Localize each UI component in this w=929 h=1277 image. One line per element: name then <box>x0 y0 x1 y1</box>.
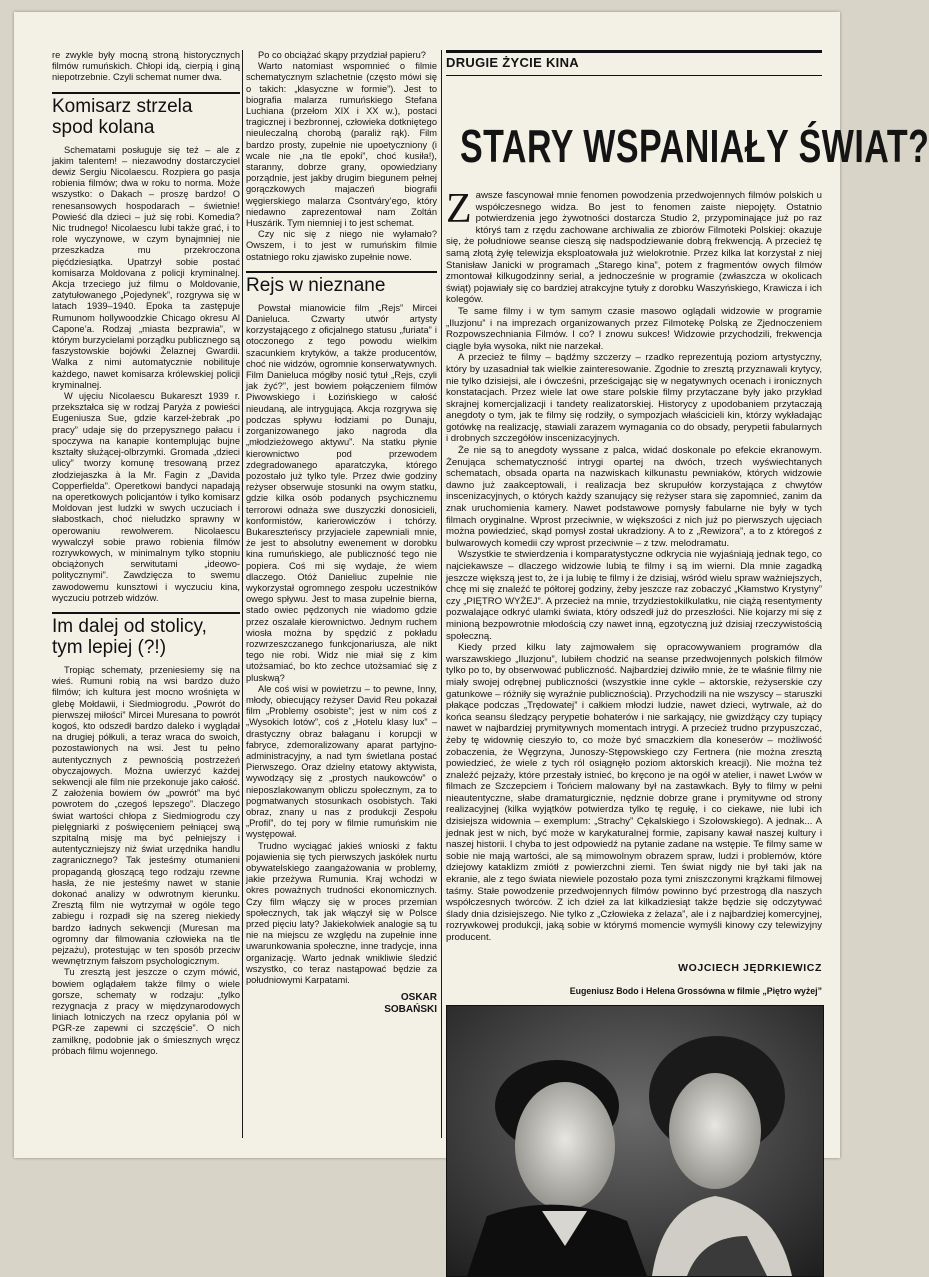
paragraph: Trudno wyciągać jakieś wnioski z faktu pojawienia się tych pierwszych jaskółek nurtu obywatelskiego zaangażowania w problemy, jakie przeżywa Rumunia. Kraj wchodzi w okres poważnych trudności ekonomicznych. Czy film włączy się w proces przemian społecznych, tak jak włączył się w Polsce przed pięciu laty? Jakiekolwiek analogie są tu nie na miejscu ze względu na zupełnie inne uwarunkowania społeczne, inne tradycje, inna organizację. Warto jednak wnikliwie śledzić wszystko, co teraz nastąpować będzie za południowymi Karpatami. <box>246 840 437 986</box>
subheading-komisarz: Komisarz strzela spod kolana <box>52 92 240 138</box>
paragraph: Kiedy przed kilku laty zajmowałem się opracowywaniem programów dla warszawskiego „Iluzjonu”, lubiłem chodzić na seanse przedwojennych polskich filmów tylko po to, by obserwować publiczność. Najbardziej dziwiło mnie, że te właśnie filmy nie miały swojej odrębnej publiczności (wszystkie inne cykle – aktorskie, reżyserskie czy gatunkowe – różniły się wyraźnie publicznością). Przychodzili na nie wszyscy – staruszki płakące podczas „Trędowatej” i całkiem młodzi ludzie, nawet dzieci, wytrwale, aż do końca seansu śledzący perypetie bohaterów i nie sarkający, nie gwizdżący czy tupiący nawet w najbardziej prymitywnych momentach intrygi. A przecież trudno przypuszczać, żeby tę widownię cieszyło to, co może być smaczkiem dla koneserów – możliwość zobaczenia, że Węgrzyna, Junoszy-Stępowskiego czy Fertnera (nie można zresztą powiedzieć, że wiele z tych ról osiągnęło poziom aktorskich kreacji). Nie można też znaleźć pejzaży, które przestały istnieć, bo kręcono je na ogół w atelier, i nawet Lwów w filmach ze Szczepciem i Tońciem malowany był na zastawkach. Były to filmy w pełni nieautentyczne, słabe dramaturgicznie, nędznie dobrze grane i prymitywne od strony realizacyjnej (kilka wyjątków potwierdza tylko tę regułę, i co ciekawe, nie lubi ich dzisiejsza widownia – exemplum: „Strachy” Cękalskiego i Szołowskiego). A jednak... A jednak jest w nich, być może w karykaturalnej formie, zapisany kawał naszej kultury i naszej historii. I chyba to jest odpowiedź na pytanie zadane na wstępie. Te filmy same w sobie nie mają wartości, ale są mimowolnym obrazem spraw, ludzi i problemów, które dziejowy kataklizm zmiótł z powierzchni ziemi. Ten świat nigdy nie był taki jak na ekranie, ale z tego świata niewiele pozostało poza tymi zniszczonymi krążkami filmowej taśmy. Stałe powodzenie przedwojennych filmów powinno być przestrogą dla naszych współczesnych twórców. Z ich dzieł za lat kilkadziesiąt także będzie się odczytywać ślady dnia dzisiejszego. Nie tylko z „Człowieka z żelaza”, ale i z najbardziej komercyjnej, rozrywkowej produkcji, jaką sobie w którymś momencie wymyśli kinowy czy telewizyjny producent. <box>446 642 822 943</box>
article-body <box>446 186 822 944</box>
film-still-photo-icon <box>447 1006 823 1276</box>
subheading-rejs: Rejs w nieznane <box>246 271 437 296</box>
subheading-stolica: Im dalej od stolicy, tym lepiej (?!) <box>52 612 240 658</box>
paragraph: W ujęciu Nicolaescu Bukareszt 1939 r. przekształca się w rodzaj Paryża z powieści Eugeniusza Sue, gdzie karzeł-żebrak „po pracy” udaje się do przepysznego pałacu i spoczywa na kanapie kontemplując bujne kształty służącej-olbrzymki. Gromada „dzieci ulicy” tworzy komunę tresowaną przez złodziejaszka à la Mr. Fagin z „Davida Copperfielda”. Operetkowi bandyci napadają na operetkowych policjantów i tylko komisarz Moldovan jest ludzki w swych uczuciach i słabostkach, choć nieludzko sprawny w operowaniu rewolwerem. Nicolaescu wywalczył sobie prawo robienia filmów rozrywkowych, w minimalnym tylko stopniu obciążonych serwitutami „ideowo-politycznymi”. Zawdzięcza to swemu zawodowemu kunsztowi i wyczuciu kina, wyczuciu potrzeb widzów. <box>52 391 240 603</box>
drop-cap: Z <box>446 186 472 232</box>
article-column-3 <box>446 50 929 1138</box>
paragraph: Te same filmy i w tym samym czasie masowo oglądali widzowie w programie „Iluzjonu” i na imprezach organizowanych przez Filmotekę Polską ze Zjednoczeniem Rozpowszechniania Filmów. I co? I znowu sukces! Widzowie przychodzili, frekwencja ciągle była wysoka, nikt nie narzekał. <box>446 305 822 352</box>
column-rule-1 <box>242 50 243 1138</box>
author-byline-jedrkiewicz: WOJCIECH JĘDRKIEWICZ <box>678 961 822 974</box>
paragraph: Po co obciążać skąpy przydział papieru? <box>258 50 426 60</box>
magazine-page <box>14 12 929 1158</box>
article-title: STARY WSPANIAŁY ŚWIAT? <box>460 121 929 173</box>
section-header: DRUGIE ŻYCIE KINA <box>446 50 822 76</box>
article-column-1 <box>52 50 240 1138</box>
paragraph: Że nie są to anegdoty wyssane z palca, widać doskonale po efekcie ekranowym. Żenująca schematyczność intrygi opartej na dwóch, trzech wyświechtanych schematach, obsada oparta na nazwiskach kilkunastu pewniaków, których widzowie dawno już zaakceptowali, i realizacja bez skrupułów korzystająca z chwytów inscenizacyjnych, o których każdy szanujący się reżyser stara się zapomnieć, zanim da znak uruchomienia kamery. Nawet podstawowe pomysły fabularne nie były w tych filmach oryginalne. Wprost przeciwnie, w większości z nich już po pierwszych ujęciach można powiedzieć, skąd pomysł został ukradziony. A to z „Rewizora”, a to z któregoś z bulwarowych komedii czy wprost przeciwnie – z tzw. melodramatu. <box>446 445 822 549</box>
paragraph: Powstał mianowicie film „Rejs” Mircei Danieluca. Czwarty utwór artysty korzystającego z oficjalnego statusu „furiata” i otoczonego z tego powodu wielkim szacunkiem krytyków, a także producentów, choć nie widzów, ogromnie konserwatywnych. Film Danieluca mógłby nosić tytuł „Rejs, czyli jak żyć?”, jest bowiem połączeniem filmów Piwowskiego i Łozińskiego w całość nieudaną, ale intrygującą. Akcja rozgrywa się podczas spływu łodziami po Dunaju, zorganizowanego jako nagroda dla „młodzieżowego aktywu”. Na statku płynie kierownictwo pod przewodem zdegradowanego aparatczyka, którego pozostało już tylko tyle. Przez dwie godziny reżyser obserwuje stosunki na owym statku, gdzie kilka osób podanych psychicznemu terrorowi odnaża swe duszyczki donosicieli, konformistów, karierowiczów i tchórzy. Bukareszteńscy przyjaciele zapewniali mnie, że jest to absolutny ewenement w dorobku kina rumuńskiego, ale publiczność tego nie popiera. Coś mi się wydaje, że wiem dlaczego. Otóż Danieliuc zupełnie nie wykorzystał ogromnego zespołu uczestników owego spływu. Jest to masa zupełnie bierna, stado owiec pędzonych nie wiadomo gdzie przez oszalałe kierownictwo. Jednym ruchem wiosła można by spędzić z pokładu rozwrzeszczanego funkcjonariusza, ale nikt tego nie robi. Widz nie miał się z kim utożsamiać, bo kto zechce utożsamiać się z pluskwą? <box>246 302 437 683</box>
article-column-2 <box>246 50 437 1138</box>
column-rule-2 <box>441 50 442 1138</box>
paragraph: Warto natomiast wspomnieć o filmie schematycznym szlachetnie (często mówi się o takich: „klasyczne w formie”). Jest to biografia malarza rumuńskiego Stefana Luchiana (przełom XIX i XX w.), postaci tragicznej i bezbronnej, człowieka dotkniętego nieuleczalną chorobą (paraliż rąk). Film bardzo prosty, zupełnie nie upoetyczniony (i wcale nie „na tle epoki”, choć kusiła!), staranny, dobrze grany, opowiedziany porządnie, jest jakby drugim biegunem pełnej gorączkowych majaczeń biografii węgierskiego malarza Csontváry’ego, który niedawno zaprezentował nam Zoltán Huszárik. Tym niemniej i to jest schemat. <box>246 61 437 229</box>
paragraph: Czy nic się z niego nie wyłamało? Owszem, i to jest w rumuńskim filmie ostatniego roku zjawisko zupełnie nowe. <box>246 229 437 262</box>
paragraph: Schematami posługuje się też – ale z jakim talentem! – niezawodny dostarczyciel dewiz Sergiu Nicolaescu. Rozpiera go pasja robienia filmów; dwa w roku to norma. Może wszystko: o Dakach – proszę bardzo! O renesansowych hospodarach – świetnie! Powieść dla dzieci – już się robi. Komedia? Nic trudnego! Nicolaescu lubi także grać, i to role wyczynowe, w czym bynajmniej nie przeszkadza mu przekroczona pięćdziesiątka. Upatrzył sobie postać komisarza Moldovana z policji kryminalnej. Akcja trzeciego już filmu o Moldovanie, zatytułowanego „Pojedynek”, rozgrywa się w latach 1939–1940. Epoka ta zastępuje Rumunom hollywoodzkie Chicago okresu Al Capone’a. Rodzaj „miasta bezprawia”, w którym burzycielami porządku publicznego są faszystowskie bojówki Żelaznej Gwardii. Walka z nimi automatycznie nobilituje każdego, nawet komisarza królewskiej policji kryminalnej. <box>52 144 240 390</box>
paragraph: A przecież te filmy – bądźmy szczerzy – rzadko reprezentują poziom artystyczny, który by uzasadniał tak wielkie zainteresowanie. Zgodnie to zresztą przyznawali krytycy, nie tylko dzisiejsi, ale i ówcześni, prześcigając się w negatywnych ocenach i ironicznych konstatacjach. Przez wiele lat owe stare polskie filmy przytaczane były jako przykład skrajnej komercjalizacji i tandety realizatorskiej. Historycy z upodobaniem przytaczają anegdoty o tym, jak te filmy się rodziły, o sympozjach właścicieli kin, którzy wykładając gotówkę na realizację, stawiali zarazem wymagania co do obsady, perypetii fabularnych i drobnych szczegółów inscenizacyjnych. <box>446 352 822 445</box>
photo-caption: Eugeniusz Bodo i Helena Grossówna w filmie „Piętro wyżej” <box>569 985 822 996</box>
paragraph: Wszystkie te stwierdzenia i komparatystyczne odkrycia nie wyjaśniają jednak tego, co najciekawsze – dlaczego widzowie lubią te filmy i są im wierni. Dla mnie zagadką jeszcze większą jest to, że i ja lubię te filmy i że dzisiaj, wśród wielu spraw ważniejszych, chcę mi się znaleźć te półtorej godziny, żeby jeszcze raz zobaczyć „Kłamstwo Krystyny” czy „PIĘTRO WYŻEJ”. A przecież na mnie, trzydziestokilkulatku, nie ciążą resentymenty pozwalające odkryć ulamki świata, który odszedł już do przeszłości. Nie kojarzy mi się z minioną bezpowrotnie młodością czy nawet inną, egzotyczną już dzisiaj rzeczywistością społeczną. <box>446 549 822 642</box>
paragraph: Ale coś wisi w powietrzu – to pewne, Inny, młody, obiecujący reżyser David Reu pokazał film „Problemy osobiste”; jest w nim coś z „Wysokich lotów”, coś z „Hotelu klasy lux” – drastyczny obraz bałaganu i korupcji w fabryce, zdemoralizowany aparat partyjno-administracyjny, a nad tym świetlana postać Pierwszego. Oraz dzielny etatowy aktywista, wywodzący się z „prostych naukowców” o nieposzlakowanym obliczu społecznym, za to pogmatwanych stosunkach osobistych. Taki obraz, znany u nas z produkcji Zespołu „Profil”, do tej pory w filmie rumuńskim nie występował. <box>246 683 437 840</box>
paragraph: Tropiąc schematy, przeniesiemy się na wieś. Rumuni robią na wsi bardzo dużo filmów; ich kultura jest mocno wrośnięta w glebę Mołdawii, i Siedmiogrodu. „Powrót do pierwszej miłości” Mircei Muresana to powrót kogoś, kto odszedł bardzo daleko i wyglądał na drugiej półkuli, a teraz wraca do swoich, pozostawionych na wsi. Jest tu pełno autentycznych z pewnością postrzeżeń obyczajowych. Można uwierzyć każdej sekwencji ale film nie przekonuje jako całość. Z założenia bowiem ów „powrót” ma być powrotem do „czegoś lepszego”. Dlaczego świat wartości chłopa z Siedmiogrodu czy pielęgniarki z poświęceniem pełniącej swą szpitalną misję ma być pełniejszy i autentyczniejszy niż świat urzędnika handlu zagranicznego? Tak jesteśmy otumanieni propagandą głoszącą tego rodzaju rzewne hasła, że nie jesteśmy nawet w stanie dokonać analizy w odwrotnym kierunku. Zresztą film nie wytrzymał w ogóle tego zabiegu i rozpadł się na szereg niekiedy bardzo ładnych sekwencji (Muresan ma ogromny dar filmowania człowieka na tle pejzażu), protestując w ten sposób przeciw wewnętrznym fałszom psychologicznym. <box>52 664 240 967</box>
film-still-photo <box>446 1005 824 1277</box>
column1-intro: re zwykle były mocną stroną historycznych filmów rumuńskich. Chłopi idą, cierpią i giną niepotrzebnie. Czyli schemat numer dwa. <box>52 50 240 83</box>
author-byline-sobanski: OSKAR SOBAŃSKI <box>384 992 437 1016</box>
lead-paragraph: Zawsze fascynował mnie fenomen powodzenia przedwojennych filmów polskich u współczesnego widza. Bo jest to fenomen zaiste niepojęty. Ostatnio potwierdzenia jego żywotności dostarcza Studio 2, przypominające już po raz któryś tam z rzędu zachowane archiwalia ze zbiorów Filmoteki Polskiej: okazuje się, że południowe seanse cieszą się nadspodziewanie dobrą frekwencją. A przecież tę samą złotą żyłę telewizja eksploatowała już wielokrotnie. Przez kilka lat korzystał z niej Stanisław Janicki w programach „Starego kina”, potem z fragmentów owych filmów zmontował kilkugodzinny serial, a jednocześnie w programie (zwłaszcza w okolicach świąt) pojawiały się co bardziej atrakcyjne tytuły z dorobku Waszyńskiego, Krawicza i ich kolegów. <box>446 186 822 306</box>
paragraph: Tu zresztą jest jeszcze o czym mówić, bowiem oglądałem także filmy o wiele gorsze, schematy w rodzaju: „tylko rezygnacja z pracy w międzynarodowych liniach lotniczych na rzecz opylania pól w PGR-ze zapewni ci szczęście”. O nich zamilknę, podobnie jak o śmiesznych wręcz próbach filmu wojennego. <box>52 967 240 1056</box>
